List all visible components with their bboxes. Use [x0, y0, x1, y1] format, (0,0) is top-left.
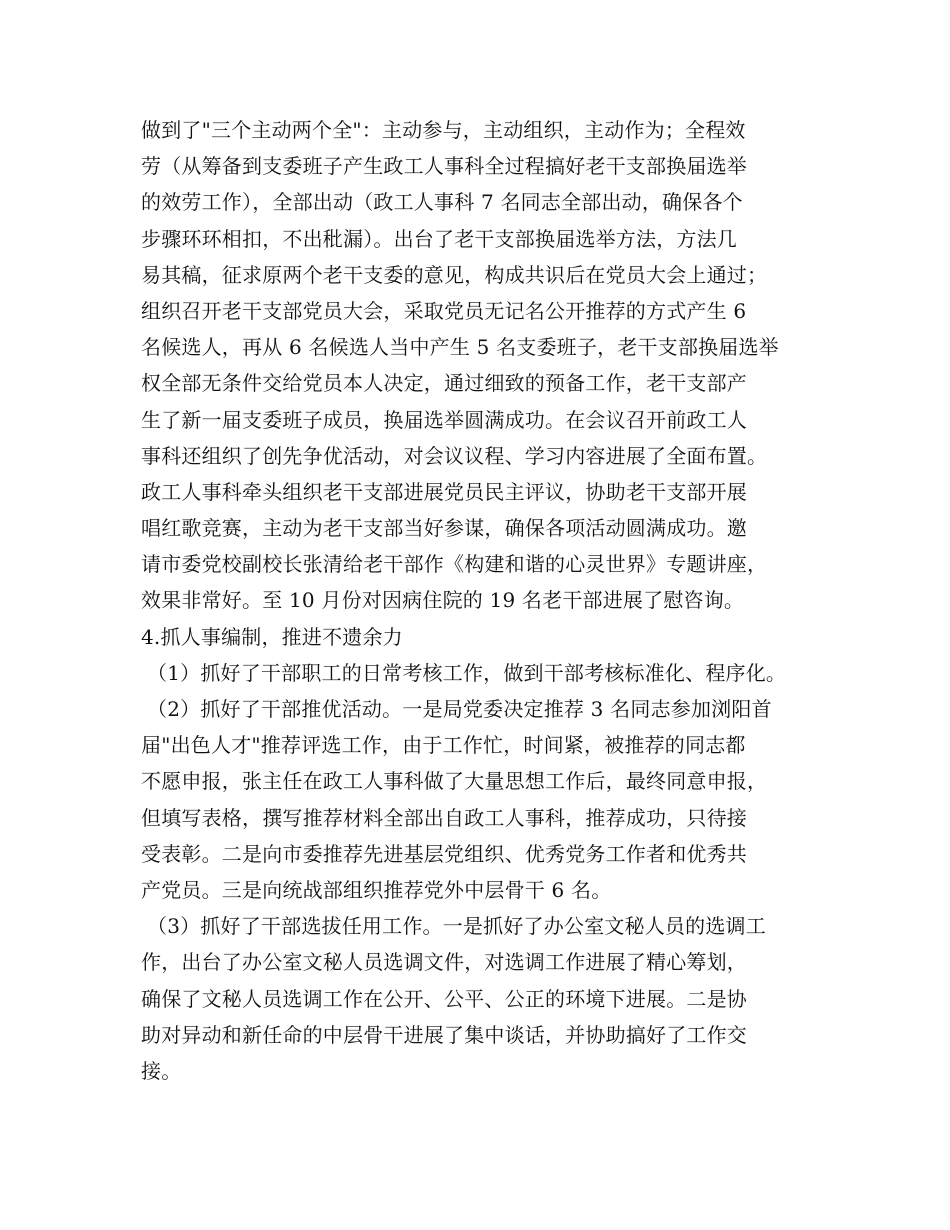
text-line: 易其稿，征求原两个老干支委的意见，构成共识后在党员大会上通过；: [141, 262, 768, 287]
text-line: 的效劳工作），全部出动（政工人事科 7 名同志全部出动，确保各个: [141, 190, 743, 215]
text-line: 作，出台了办公室文秘人员选调文件，对选调工作进展了精心筹划，: [141, 950, 747, 975]
text-line: 不愿申报，张主任在政工人事科做了大量思想工作后，最终同意申报，: [141, 769, 768, 794]
text-line: 事科还组织了创先争优活动，对会议议程、学习内容进展了全面布置。: [141, 443, 768, 468]
text-line: 政工人事科牵头组织老干支部进展党员民主评议，协助老干支部开展: [141, 479, 747, 504]
text-line: 劳（从筹备到支委班子产生政工人事科全过程搞好老干支部换届选举: [141, 154, 747, 179]
text-line: 效果非常好。至 10 月份对因病住院的 19 名老干部进展了慰咨询。: [141, 588, 745, 613]
body-text: [141, 112, 821, 1089]
list-item: （3）抓好了干部选拔任用工作。一是抓好了办公室文秘人员的选调工: [147, 914, 766, 939]
list-item: （1）抓好了干部职工的日常考核工作，做到干部考核标准化、程序化。: [147, 660, 787, 685]
text-line: 助对异动和新任命的中层骨干进展了集中谈话，并协助搞好了工作交: [141, 1022, 747, 1047]
section-heading: 4.抓人事编制，推进不遗余力: [141, 624, 403, 649]
text-line: 权全部无条件交给党员本人决定，通过细致的预备工作，老干支部产: [141, 371, 747, 396]
text-line: 唱红歌竞赛，主动为老干支部当好参谋，确保各项活动圆满成功。邀: [141, 516, 747, 541]
text-line: 组织召开老干支部党员大会，采取党员无记名公开推荐的方式产生 6: [141, 298, 747, 323]
text-line: 确保了文秘人员选调工作在公开、公平、公正的环境下进展。二是协: [141, 986, 747, 1011]
text-line: 届"出色人才"推荐评选工作，由于工作忙，时间紧，被推荐的同志都: [141, 733, 746, 758]
text-line: 但填写表格，撰写推荐材料全部出自政工人事科，推荐成功，只待接: [141, 805, 747, 830]
text-line: 受表彰。二是向市委推荐先进基层党组织、优秀党务工作者和优秀共: [141, 841, 747, 866]
text-line: 名候选人，再从 6 名候选人当中产生 5 名支委班子，老干支部换届选举: [141, 335, 779, 360]
text-line: 请市委党校副校长张清给老干部作《构建和谐的心灵世界》专题讲座，: [141, 552, 768, 577]
text-line: 生了新一届支委班子成员，换届选举圆满成功。在会议召开前政工人: [141, 407, 747, 432]
text-line: 步骤环环相扣，不出秕漏）。出台了老干支部换届选举方法，方法几: [141, 226, 737, 251]
text-line: 做到了"三个主动两个全"：主动参与，主动组织，主动作为；全程效: [141, 118, 746, 142]
text-line: 产党员。三是向统战部组织推荐党外中层骨干 6 名。: [141, 877, 612, 902]
list-item: （2）抓好了干部推优活动。一是局党委决定推荐 3 名同志参加浏阳首: [147, 697, 772, 721]
text-line: 接。: [141, 1058, 182, 1083]
